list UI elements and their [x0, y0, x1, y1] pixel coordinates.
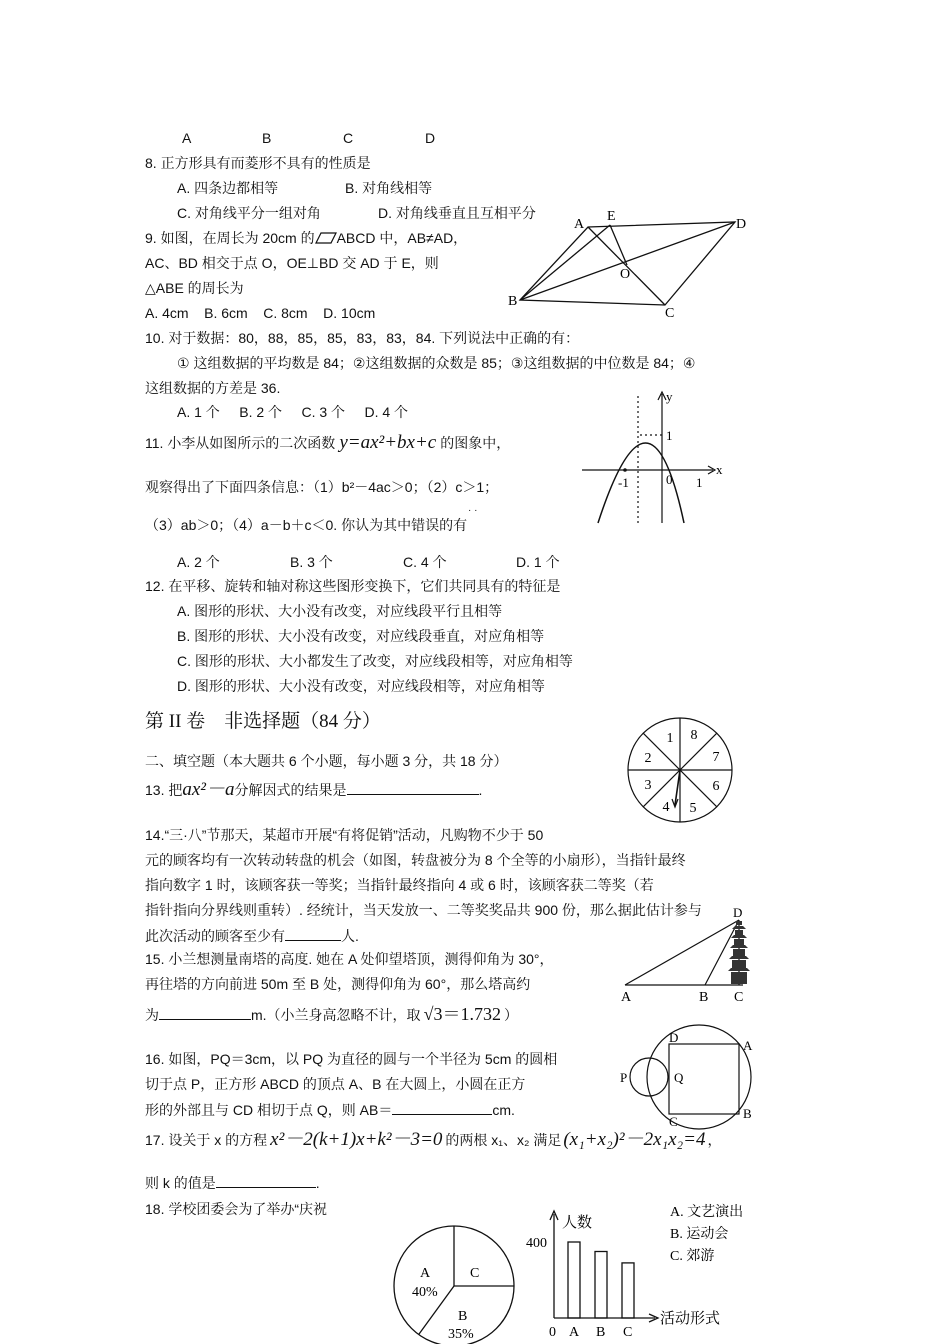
- bar-a: [568, 1242, 580, 1318]
- circle-label-a: A: [743, 1038, 753, 1053]
- q13-formula: ax²－a: [182, 779, 235, 800]
- legend-item-b: B. 运动会: [670, 1227, 729, 1242]
- q17-condition: (x₁+x₂)²－2x₁x₂=4: [563, 1129, 706, 1150]
- q17-line2-b: .: [315, 1175, 320, 1191]
- bar-tick-c: C: [623, 1325, 633, 1340]
- legend-item-a: A. 文艺演出: [670, 1205, 744, 1220]
- q11-option-a: A. 2 个: [177, 554, 220, 570]
- q13-answer-blank[interactable]: [347, 780, 479, 795]
- tower-figure: [615, 905, 760, 1005]
- part2-title: 第 II 卷 非选择题（84 分）: [145, 711, 381, 732]
- q11-line1-b: 的图象中，: [440, 435, 511, 451]
- q17-equation: x²－2(k+1)x+k²－3=0: [270, 1129, 443, 1150]
- q15-sqrt: √3＝1.732: [423, 1004, 501, 1024]
- q11-option-c: C. 4 个: [403, 554, 447, 570]
- bar-tick-a: A: [569, 1325, 580, 1340]
- pie-label-a: A: [420, 1266, 431, 1281]
- q15-line3-b: m.（小兰身高忽略不计，取: [251, 1007, 421, 1023]
- q9-line1-a: 9. 如图，在周长为 20cm 的: [145, 230, 315, 246]
- top-label-b: B: [262, 130, 272, 146]
- part2-section: 二、填空题（本大题共 6 个小题，每小题 3 分，共 18 分）: [145, 753, 508, 769]
- tower-label-a: A: [621, 990, 632, 1005]
- pagoda-icon: [728, 921, 750, 984]
- q9-line3: △ABE 的周长为: [145, 280, 244, 296]
- circle-label-b: B: [743, 1106, 752, 1121]
- q12-option-c: C. 图形的形状、大小都发生了改变，对应线段相等，对应角相等: [177, 653, 573, 669]
- q14-line5: [145, 926, 359, 945]
- bar-chart-xlabel: 活动形式: [660, 1311, 721, 1327]
- q15-line3: [145, 1000, 518, 1029]
- q15-answer-blank[interactable]: [159, 1005, 251, 1020]
- q18-stem: 18. 学校团委会为了举办“庆祝: [145, 1201, 328, 1217]
- fig11-label-y: y: [666, 389, 673, 404]
- q13-line: [145, 777, 482, 803]
- q8-option-d: D. 对角线垂直且互相平分: [378, 205, 536, 221]
- top-label-d: D: [425, 130, 436, 146]
- q10-line3: 这组数据的方差是 36.: [145, 380, 281, 396]
- tower-label-b: B: [699, 990, 709, 1005]
- fig11-label-neg1: -1: [618, 475, 629, 490]
- q15-line3-a: 为: [145, 1007, 159, 1023]
- q15-line1: 15. 小兰想测量南塔的高度. 她在 A 处仰望塔顶，测得仰角为 30°，: [145, 951, 554, 967]
- q10-stem: 10. 对于数据：80，88，85，85，83，83，84. 下列说法中正确的有：: [145, 330, 580, 346]
- fig9-label-e: E: [607, 209, 616, 224]
- q11-line1: [145, 430, 510, 456]
- bar-c: [622, 1263, 634, 1318]
- bar-tick-b: B: [596, 1325, 606, 1340]
- q17-b: 的两根 x₁、x₂ 满足: [445, 1132, 562, 1148]
- tower-label-c: C: [734, 990, 744, 1005]
- q14-line1: 14.“三·八”节那天，某超市开展“有将促销”活动，凡购物不少于 50: [145, 827, 544, 843]
- pie-label-b-pct: 35%: [448, 1327, 474, 1342]
- q8-option-c: C. 对角线平分一组对角: [177, 205, 321, 221]
- q12-option-a: A. 图形的形状、大小没有改变，对应线段平行且相等: [177, 603, 503, 619]
- bar-b: [595, 1252, 607, 1319]
- q14-answer-blank[interactable]: [285, 926, 341, 941]
- pie-label-b: B: [458, 1309, 468, 1324]
- q12-option-b: B. 图形的形状、大小没有改变，对应线段垂直，对应角相等: [177, 628, 545, 644]
- q9-options: A. 4cm B. 6cm C. 8cm D. 10cm: [145, 305, 376, 321]
- fig9-label-a: A: [574, 217, 585, 232]
- circle-label-p: P: [620, 1070, 628, 1085]
- q8-option-a: A. 四条边都相等: [177, 180, 279, 196]
- parallelogram-icon: [315, 230, 337, 242]
- spinner-figure: [618, 715, 742, 825]
- q14-line2: 元的顾客均有一次转动转盘的机会（如图，转盘被分为 8 个全等的小扇形），当指针最终: [145, 852, 686, 868]
- pie-label-c: C: [470, 1266, 480, 1281]
- circle-label-q: Q: [674, 1070, 684, 1085]
- q13-a: 13. 把: [145, 782, 183, 798]
- spinner-num-8: 8: [690, 728, 698, 743]
- q16-line3-a: 形的外部且与 CD 相切于点 Q，则 AB＝: [145, 1102, 393, 1118]
- fig11-label-x: x: [716, 462, 723, 477]
- q11-line1-a: 11. 小李从如图所示的二次函数: [145, 435, 336, 451]
- spinner-num-3: 3: [644, 778, 652, 793]
- bar-chart-origin: 0: [549, 1325, 556, 1340]
- fig9-label-c: C: [665, 306, 675, 320]
- spinner-num-1: 1: [666, 731, 674, 746]
- q14-line4: 指针指向分界线则重转）. 经统计，当天发放一、二等奖奖品共 900 份，那么据此估计参与: [145, 902, 702, 918]
- q9-line2: AC、BD 相交于点 O，OE⊥BD 交 AD 于 E，则: [145, 255, 439, 271]
- q14-line5-a: 此次活动的顾客至少有: [145, 928, 285, 944]
- q8-stem: 8. 正方形具有而菱形不具有的性质是: [145, 155, 371, 171]
- fig11-label-one-y: 1: [666, 428, 673, 443]
- q15-line3-c: ）: [503, 1007, 518, 1023]
- spinner-num-5: 5: [689, 801, 697, 816]
- tower-label-d: D: [733, 905, 743, 920]
- q17-line2: [145, 1173, 320, 1192]
- top-label-c: C: [343, 130, 354, 146]
- q16-line2: 切于点 P，正方形 ABCD 的顶点 A、B 在大圆上，小圆在正方: [145, 1076, 526, 1092]
- parabola-figure: [578, 388, 728, 528]
- circles-square-figure: [617, 1020, 762, 1130]
- pie-label-a-pct: 40%: [412, 1285, 438, 1300]
- q12-stem: 12. 在平移、旋转和轴对称这些图形变换下，它们共同具有的特征是: [145, 578, 561, 594]
- q16-line1: 16. 如图，PQ＝3cm，以 PQ 为直径的圆与一个半径为 5cm 的圆相: [145, 1051, 558, 1067]
- top-label-a: A: [182, 130, 192, 146]
- q9-line1: [145, 229, 467, 247]
- circle-label-c: C: [669, 1114, 678, 1129]
- spinner-num-2: 2: [644, 751, 652, 766]
- q15-line2: 再往塔的方向前进 50m 至 B 处，测得仰角为 60°，那么塔高约: [145, 976, 531, 992]
- q17-c: ，: [707, 1132, 722, 1148]
- q17-a: 17. 设关于 x 的方程: [145, 1132, 268, 1148]
- q16-line3: [145, 1100, 515, 1119]
- parallelogram-figure: [500, 205, 760, 320]
- q16-line3-b: cm.: [492, 1102, 515, 1118]
- fig9-label-b: B: [508, 294, 518, 309]
- q11-formula: y=ax²+bx+c: [339, 432, 437, 453]
- q13-period: .: [478, 782, 483, 798]
- q14-line5-b: 人.: [341, 928, 359, 944]
- q16-answer-blank[interactable]: [392, 1100, 492, 1115]
- fig9-label-d: D: [736, 217, 747, 232]
- q11-option-b: B. 3 个: [290, 554, 333, 570]
- legend-item-c: C. 郊游: [670, 1249, 715, 1264]
- q9-line1-b: ABCD 中，AB≠AD，: [336, 230, 468, 246]
- emphasis-dots: · ·: [468, 505, 478, 516]
- spinner-num-4: 4: [662, 800, 670, 815]
- circle-label-d: D: [669, 1030, 679, 1045]
- q11-option-d: D. 1 个: [516, 554, 560, 570]
- spinner-num-6: 6: [712, 779, 720, 794]
- q11-line3: （3）ab＞0；（4）a－b＋c＜0. 你认为其中错误的有: [145, 517, 468, 533]
- spinner-num-7: 7: [712, 750, 720, 765]
- q10-line2: ① 这组数据的平均数是 84；②这组数据的众数是 85；③这组数据的中位数是 84；④: [177, 355, 696, 371]
- bar-chart-ylabel: 人数: [562, 1215, 593, 1231]
- q11-line2: 观察得出了下面四条信息：（1）b²－4ac＞0；（2）c＞1；: [145, 479, 499, 495]
- fig11-label-zero: 0: [666, 472, 673, 487]
- q17-line1: [145, 1126, 721, 1154]
- fig9-label-o: O: [620, 267, 631, 282]
- q14-line3: 指向数字 1 时，该顾客获一等奖；当指针最终指向 4 或 6 时，该顾客获二等奖（若: [145, 877, 654, 893]
- bar-chart: [520, 1196, 790, 1344]
- q12-option-d: D. 图形的形状、大小没有改变，对应线段相等，对应角相等: [177, 678, 545, 694]
- bar-chart-y-tick: 400: [526, 1236, 547, 1251]
- q17-answer-blank[interactable]: [216, 1173, 316, 1188]
- q13-b: 分解因式的结果是: [234, 782, 347, 798]
- pie-chart: [390, 1222, 530, 1344]
- q10-options: A. 1 个 B. 2 个 C. 3 个 D. 4 个: [177, 404, 409, 420]
- q17-line2-a: 则 k 的值是: [145, 1175, 216, 1191]
- q8-option-b: B. 对角线相等: [345, 180, 433, 196]
- fig11-label-one-x: 1: [696, 475, 703, 490]
